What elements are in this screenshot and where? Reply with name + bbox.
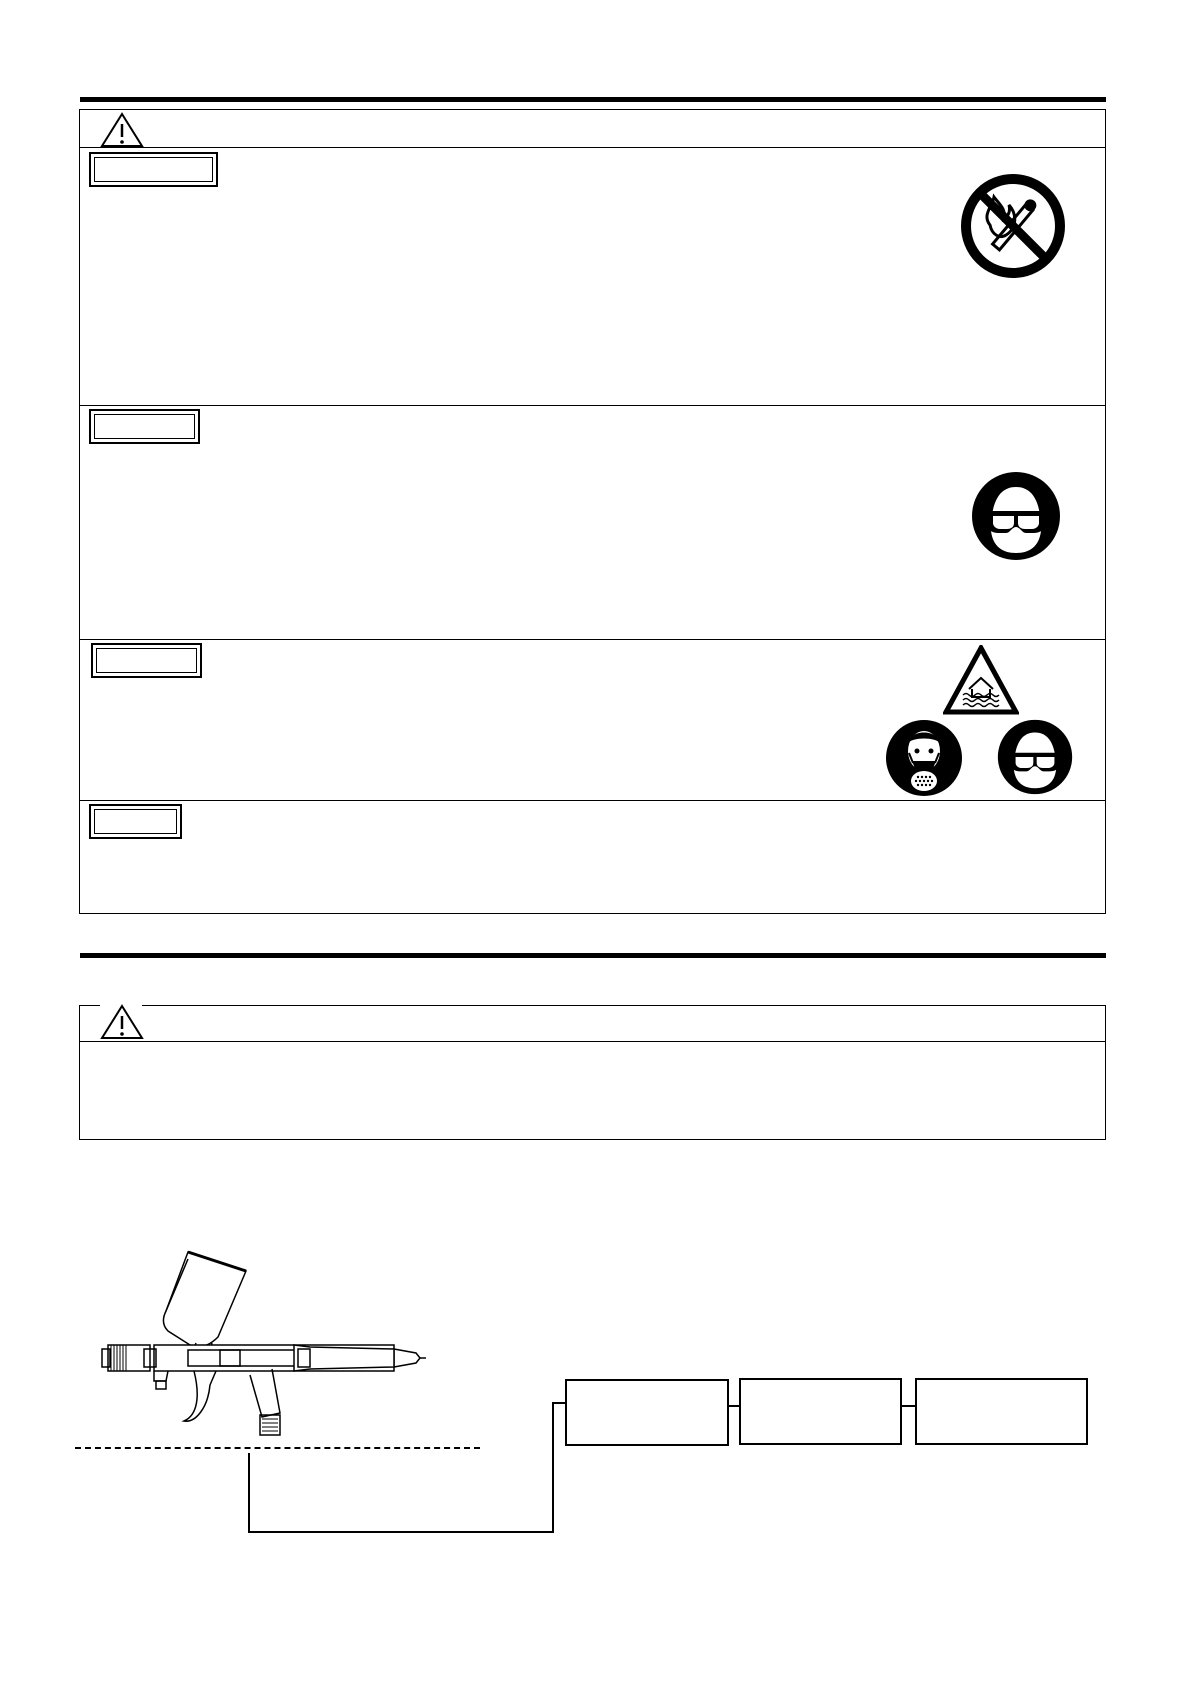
warning-triangle-icon xyxy=(100,112,144,148)
connector-horizontal-bottom xyxy=(248,1531,554,1533)
caution-header-divider xyxy=(80,1041,1105,1042)
airbrush-illustration xyxy=(100,1245,430,1440)
warning-triangle-icon xyxy=(100,1004,144,1040)
signal-word-frame-2 xyxy=(89,409,200,444)
wear-respirator-icon xyxy=(885,719,963,797)
connector-vertical-left xyxy=(248,1453,250,1533)
connector-vertical-right xyxy=(552,1402,554,1533)
top-section-rule xyxy=(80,97,1106,102)
flow-box-2 xyxy=(739,1378,902,1445)
caution-box xyxy=(79,1005,1106,1140)
signal-word-frame-3 xyxy=(91,643,202,678)
signal-word-frame-1 xyxy=(89,152,218,187)
row-divider-3 xyxy=(80,800,1105,801)
flow-link-1-2 xyxy=(729,1405,739,1407)
wear-eye-protection-icon xyxy=(971,471,1061,561)
table-header-divider xyxy=(80,147,1105,148)
flow-link-2-3 xyxy=(902,1405,915,1407)
flow-box-3 xyxy=(915,1378,1088,1445)
no-open-flame-icon xyxy=(960,173,1066,279)
row-divider-2 xyxy=(80,639,1105,640)
second-section-rule xyxy=(80,953,1106,958)
dashed-baseline xyxy=(75,1447,480,1449)
row-divider-1 xyxy=(80,405,1105,406)
flow-box-1 xyxy=(565,1379,729,1446)
wear-eye-protection-icon-small xyxy=(997,719,1073,795)
toxic-vapour-warning-icon xyxy=(943,645,1019,715)
signal-word-frame-4 xyxy=(89,804,182,839)
connector-horizontal-top xyxy=(552,1402,566,1404)
